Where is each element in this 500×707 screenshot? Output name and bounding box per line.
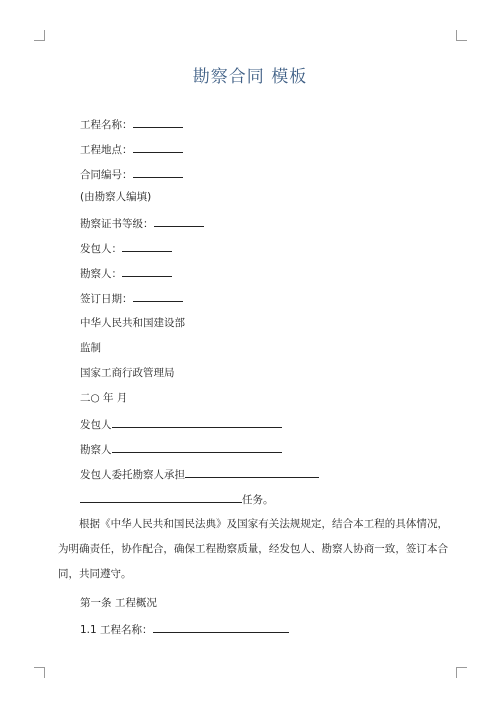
- document-title: 勘察合同 模板: [192, 67, 308, 87]
- corner-mark-top-left: [34, 30, 45, 41]
- fill-blank[interactable]: [133, 116, 183, 128]
- fill-blank[interactable]: [122, 240, 172, 252]
- fill-blank[interactable]: [153, 621, 289, 633]
- fill-blank[interactable]: [112, 416, 282, 428]
- field-label: 签订日期：: [80, 293, 133, 305]
- surveyor-label: 勘察人: [80, 444, 112, 456]
- field-label: 勘察人：: [80, 268, 122, 280]
- field-label: 合同编号：: [80, 169, 133, 181]
- corner-mark-bottom-right: [456, 667, 467, 678]
- fill-blank[interactable]: [112, 441, 282, 453]
- field-label: 发包人：: [80, 243, 122, 255]
- entrust-label: 发包人委托勘察人承担: [80, 469, 185, 481]
- fill-blank[interactable]: [185, 466, 319, 478]
- fill-blank[interactable]: [154, 215, 204, 227]
- corner-mark-bottom-left: [34, 667, 45, 678]
- issuer-admin-bureau: 国家工商行政管理局: [80, 367, 175, 379]
- field-label: 勘察证书等级：: [80, 218, 154, 230]
- preamble-paragraph: 根据《中华人民共和国民法典》及国家有关法规规定，结合本工程的具体情况，为明确责任，协作配合，确保工程勘察质量，经发包人、勘察人协商一致，签订本合同，共同遵守。: [58, 518, 448, 580]
- field-client: [80, 240, 172, 256]
- body-client-line: [80, 416, 282, 432]
- fill-blank[interactable]: [122, 265, 172, 277]
- issuer-ministry: 中华人民共和国建设部: [80, 317, 185, 329]
- task-line: [80, 491, 274, 507]
- field-label: 工程名称：: [80, 119, 133, 131]
- field-project-name: [80, 116, 183, 132]
- field-surveyor: [80, 265, 172, 281]
- field-project-location: [80, 141, 183, 157]
- fill-blank[interactable]: [133, 166, 183, 178]
- task-label: 任务。: [242, 494, 274, 506]
- field-sign-date: [80, 290, 183, 306]
- article-1-heading: 第一条 工程概况: [80, 597, 157, 609]
- body-surveyor-line: [80, 441, 282, 457]
- issue-date: 二○ 年 月: [80, 392, 128, 404]
- field-cert-grade: [80, 215, 204, 231]
- fill-blank[interactable]: [133, 290, 183, 302]
- issuer-supervise: 监制: [80, 342, 101, 354]
- filled-by-note: (由勘察人编填): [80, 191, 152, 203]
- entrust-line: [80, 466, 319, 482]
- field-label: 工程地点：: [80, 144, 133, 156]
- item-1-1: [80, 621, 289, 637]
- item-label: 1.1 工程名称：: [80, 624, 153, 636]
- corner-mark-top-right: [456, 30, 467, 41]
- field-contract-number: [80, 166, 183, 182]
- client-label: 发包人: [80, 419, 112, 431]
- fill-blank[interactable]: [133, 141, 183, 153]
- fill-blank[interactable]: [80, 491, 242, 503]
